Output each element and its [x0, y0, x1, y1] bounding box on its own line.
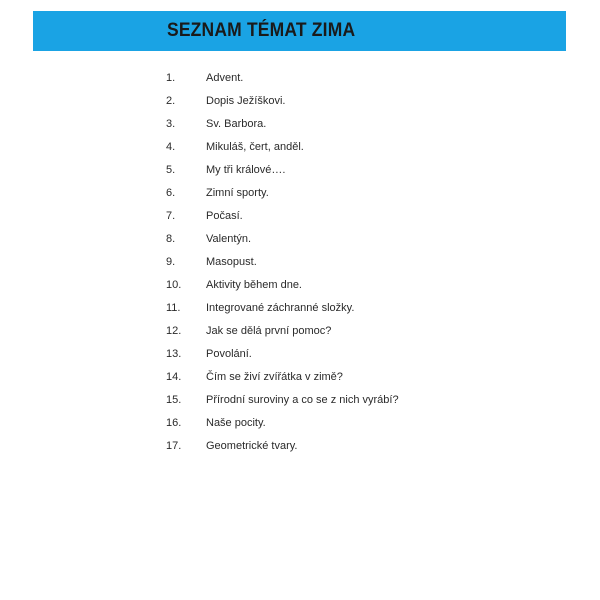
item-text: Čím se živí zvířátka v zimě?: [206, 371, 343, 383]
list-item: [0, 389, 600, 412]
list-item: [0, 182, 600, 205]
item-text: Zimní sporty.: [206, 187, 269, 199]
list-item: [0, 251, 600, 274]
list-item: [0, 297, 600, 320]
list-item: [0, 67, 600, 90]
item-number: 3.: [166, 118, 176, 130]
item-text: Geometrické tvary.: [206, 440, 298, 452]
item-number: 10.: [166, 279, 182, 291]
item-text: Integrované záchranné složky.: [206, 302, 355, 314]
item-text: Sv. Barbora.: [206, 118, 267, 130]
topic-list: [0, 67, 600, 458]
item-text: Dopis Ježíškovi.: [206, 95, 286, 107]
item-text: Masopust.: [206, 256, 257, 268]
list-item: [0, 159, 600, 182]
item-number: 5.: [166, 164, 176, 176]
list-item: [0, 205, 600, 228]
item-number: 16.: [166, 417, 182, 429]
page-title: SEZNAM TÉMAT ZIMA: [167, 20, 356, 41]
header-bar: [33, 11, 566, 51]
item-number: 6.: [166, 187, 176, 199]
item-text: Aktivity během dne.: [206, 279, 302, 291]
item-number: 1.: [166, 72, 176, 84]
item-number: 15.: [166, 394, 182, 406]
item-text: Naše pocity.: [206, 417, 266, 429]
item-number: 17.: [166, 440, 182, 452]
list-item: [0, 366, 600, 389]
list-item: [0, 90, 600, 113]
item-number: 13.: [166, 348, 182, 360]
item-number: 4.: [166, 141, 176, 153]
list-item: [0, 412, 600, 435]
item-text: My tři králové….: [206, 164, 286, 176]
item-text: Jak se dělá první pomoc?: [206, 325, 332, 337]
list-item: [0, 228, 600, 251]
item-text: Přírodní suroviny a co se z nich vyrábí?: [206, 394, 399, 406]
list-item: [0, 320, 600, 343]
item-number: 8.: [166, 233, 176, 245]
item-text: Počasí.: [206, 210, 243, 222]
item-number: 12.: [166, 325, 182, 337]
item-text: Advent.: [206, 72, 244, 84]
item-text: Povolání.: [206, 348, 252, 360]
item-text: Valentýn.: [206, 233, 252, 245]
item-number: 7.: [166, 210, 176, 222]
list-item: [0, 136, 600, 159]
list-item: [0, 113, 600, 136]
list-item: [0, 435, 600, 458]
item-number: 14.: [166, 371, 182, 383]
item-number: 9.: [166, 256, 176, 268]
item-number: 2.: [166, 95, 176, 107]
list-item: [0, 343, 600, 366]
item-text: Mikuláš, čert, anděl.: [206, 141, 304, 153]
list-item: [0, 274, 600, 297]
item-number: 11.: [166, 302, 181, 314]
